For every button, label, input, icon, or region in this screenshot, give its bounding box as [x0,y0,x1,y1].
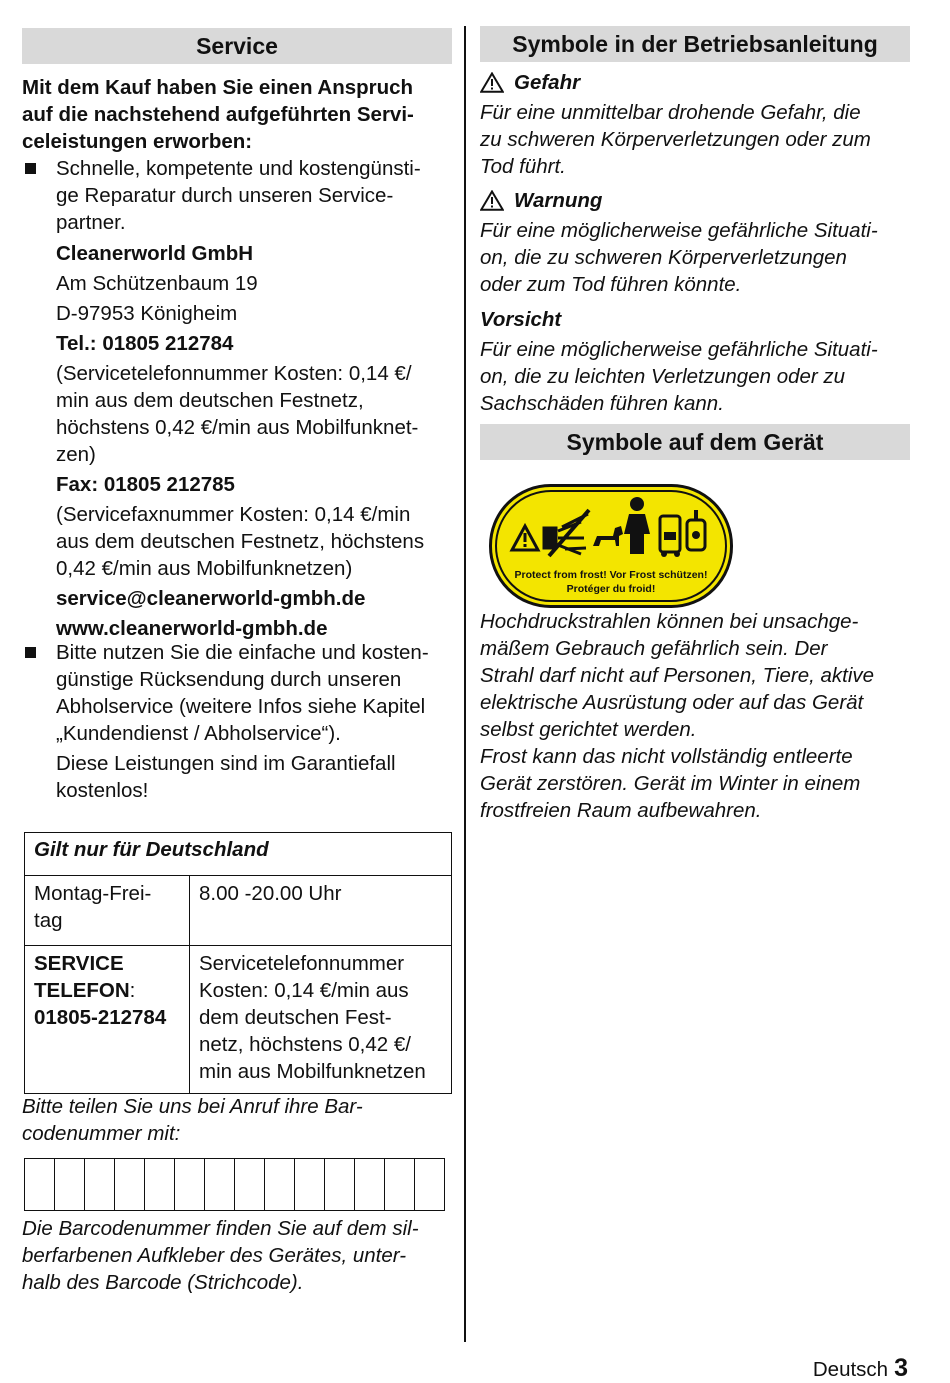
manual-symbols-heading: Symbole in der Betriebsanleitung [480,26,910,62]
days-line: Montag-Frei- [34,882,152,905]
phone-label-line [34,977,181,1004]
bullet-line: „Kundendienst / Abholservice“). [56,722,341,745]
phone-note-line: zen) [56,443,96,466]
service-intro [22,74,452,155]
barcode-digit-box [355,1159,385,1210]
service-email-link[interactable]: service@cleanerworld-gmbh.de [56,587,366,610]
barcode-digit-box [25,1159,55,1210]
device-sticker [489,484,733,608]
danger-line: Tod führt. [480,155,566,178]
barcode-digit-box [325,1159,355,1210]
hint-line: halb des Barcode (Strichcode). [22,1271,304,1294]
fax-note-line: (Servicefaxnummer Kosten: 0,14 €/min [56,503,411,526]
barcode-digit-box [295,1159,325,1210]
phone-label-word: TELEFON [34,979,130,1002]
caution-line: Für eine möglicherweise gefährliche Situati- [480,338,878,361]
barcode-prompt [22,1093,452,1147]
intro-line: Mit dem Kauf haben Sie einen Anspruch [22,76,414,99]
barcode-entry-grid [24,1158,445,1211]
barcode-digit-box [385,1159,415,1210]
cost-line: dem deutschen Fest- [199,1006,392,1029]
warranty-note-line: Diese Leistungen sind im Garantiefall [56,752,396,775]
phone-number: 01805-212784 [34,1006,167,1029]
cost-line: Kosten: 0,14 €/min aus [199,979,409,1002]
barcode-digit-box [55,1159,85,1210]
caution-line: Sachschäden führen kann. [480,392,724,415]
warning-triangle-icon [480,190,504,211]
phone-label-line: SERVICE [34,952,124,975]
device-line: Strahl darf nicht auf Personen, Tiere, aktive [480,664,875,687]
prompt-line: Bitte teilen Sie uns bei Anruf ihre Bar- [22,1095,363,1118]
warning-title [480,187,910,214]
device-line: mäßem Gebrauch gefährlich sein. Der [480,637,828,660]
barcode-digit-box [415,1159,444,1210]
bullet-line: ge Reparatur durch unseren Service- [56,184,394,207]
phone-label-colon: : [129,979,136,1002]
company-city: D-97953 Königheim [56,302,238,325]
bullet-pickup [22,639,452,804]
bullet-square-icon [25,163,36,174]
warning-line: Für eine möglicherweise gefährliche Situati- [480,219,878,242]
sticker-text-line: Protéger du froid! [566,583,656,595]
bullet-square-icon [25,647,36,658]
barcode-digit-box [115,1159,145,1210]
page-number: 3 [894,1354,908,1382]
service-heading: Service [22,28,452,64]
hint-line: berfarbenen Aufkleber des Gerätes, unter- [22,1244,407,1267]
danger-line: zu schweren Körperverletzungen oder zum [480,128,871,151]
danger-title-text: Gefahr [514,71,581,94]
device-line: Frost kann das nicht vollständig entleerte [480,745,853,768]
caution-block [480,306,910,417]
company-street: Am Schützenbaum 19 [56,272,258,295]
sticker-text-line: Protect from frost! Vor Frost schützen! [514,569,708,581]
cost-line: netz, höchstens 0,42 €/ [199,1033,411,1056]
fax-note-line: aus dem deutschen Festnetz, höchstens [56,530,425,553]
intro-line: auf die nachstehend aufgeführten Servi- [22,103,414,126]
hint-line: Die Barcodenummer finden Sie auf dem sil- [22,1217,419,1240]
device-line: selbst gerichtet werden. [480,718,697,741]
service-phone: Tel.: 01805 212784 [56,332,234,355]
warning-block [480,187,910,298]
table-cell-phone-label [25,946,190,1094]
barcode-digit-box [175,1159,205,1210]
table-cell-hours: 8.00 -20.00 Uhr [190,876,452,946]
cost-line: Servicetelefonnummer [199,952,405,975]
warning-triangle-icon [480,72,504,93]
barcode-digit-box [145,1159,175,1210]
prompt-line: codenummer mit: [22,1122,181,1145]
table-cell-phone-cost [190,946,452,1094]
danger-line: Für eine unmittelbar drohende Gefahr, die [480,101,861,124]
barcode-digit-box [85,1159,115,1210]
barcode-digit-box [205,1159,235,1210]
warning-line: on, die zu schweren Körperverletzungen [480,246,847,269]
page-footer [813,1355,908,1383]
device-symbols-heading: Symbole auf dem Gerät [480,424,910,460]
barcode-digit-box [235,1159,265,1210]
table-header: Gilt nur für Deutschland [25,833,452,876]
warning-title-text: Warnung [514,189,603,212]
device-line: Hochdruckstrahlen können bei unsachge- [480,610,859,633]
danger-title [480,69,910,96]
warranty-note-line: kostenlos! [56,779,149,802]
table-cell-days [25,876,190,946]
barcode-hint [22,1215,452,1296]
bullet-line: Schnelle, kompetente und kostengünsti- [56,157,421,180]
bullet-repair [22,155,452,642]
company-name: Cleanerworld GmbH [56,242,254,265]
days-line: tag [34,909,63,932]
device-line: frostfreien Raum aufbewahren. [480,799,762,822]
caution-line: on, die zu leichten Verletzungen oder zu [480,365,846,388]
barcode-digit-box [265,1159,295,1210]
footer-language: Deutsch [812,1358,889,1381]
intro-line: celeistungen erworben: [22,130,253,153]
device-line: elektrische Ausrüstung oder auf das Gerät [480,691,864,714]
caution-title: Vorsicht [480,308,562,331]
bullet-line: partner. [56,211,126,234]
bullet-line: günstige Rücksendung durch unseren [56,668,402,691]
phone-note-line: min aus dem deutschen Festnetz, [56,389,364,412]
frost-warning-sticker-icon [489,484,733,608]
service-website-link[interactable]: www.cleanerworld-gmbh.de [56,617,328,640]
service-fax: Fax: 01805 212785 [56,473,235,496]
warning-line: oder zum Tod führen könnte. [480,273,742,296]
bullet-line: Abholservice (weitere Infos siehe Kapitel [56,695,426,718]
cost-line: min aus Mobilfunknetzen [199,1060,426,1083]
bullet-line: Bitte nutzen Sie die einfache und kosten- [56,641,429,664]
danger-block [480,69,910,180]
device-description [480,608,910,824]
phone-note-line: (Servicetelefonnummer Kosten: 0,14 €/ [56,362,412,385]
column-divider [464,26,466,1342]
phone-note-line: höchstens 0,42 €/min aus Mobilfunknet- [56,416,419,439]
device-line: Gerät zerstören. Gerät im Winter in einem [480,772,861,795]
fax-note-line: 0,42 €/min aus Mobilfunknetzen) [56,557,353,580]
service-hours-table [24,832,452,1094]
